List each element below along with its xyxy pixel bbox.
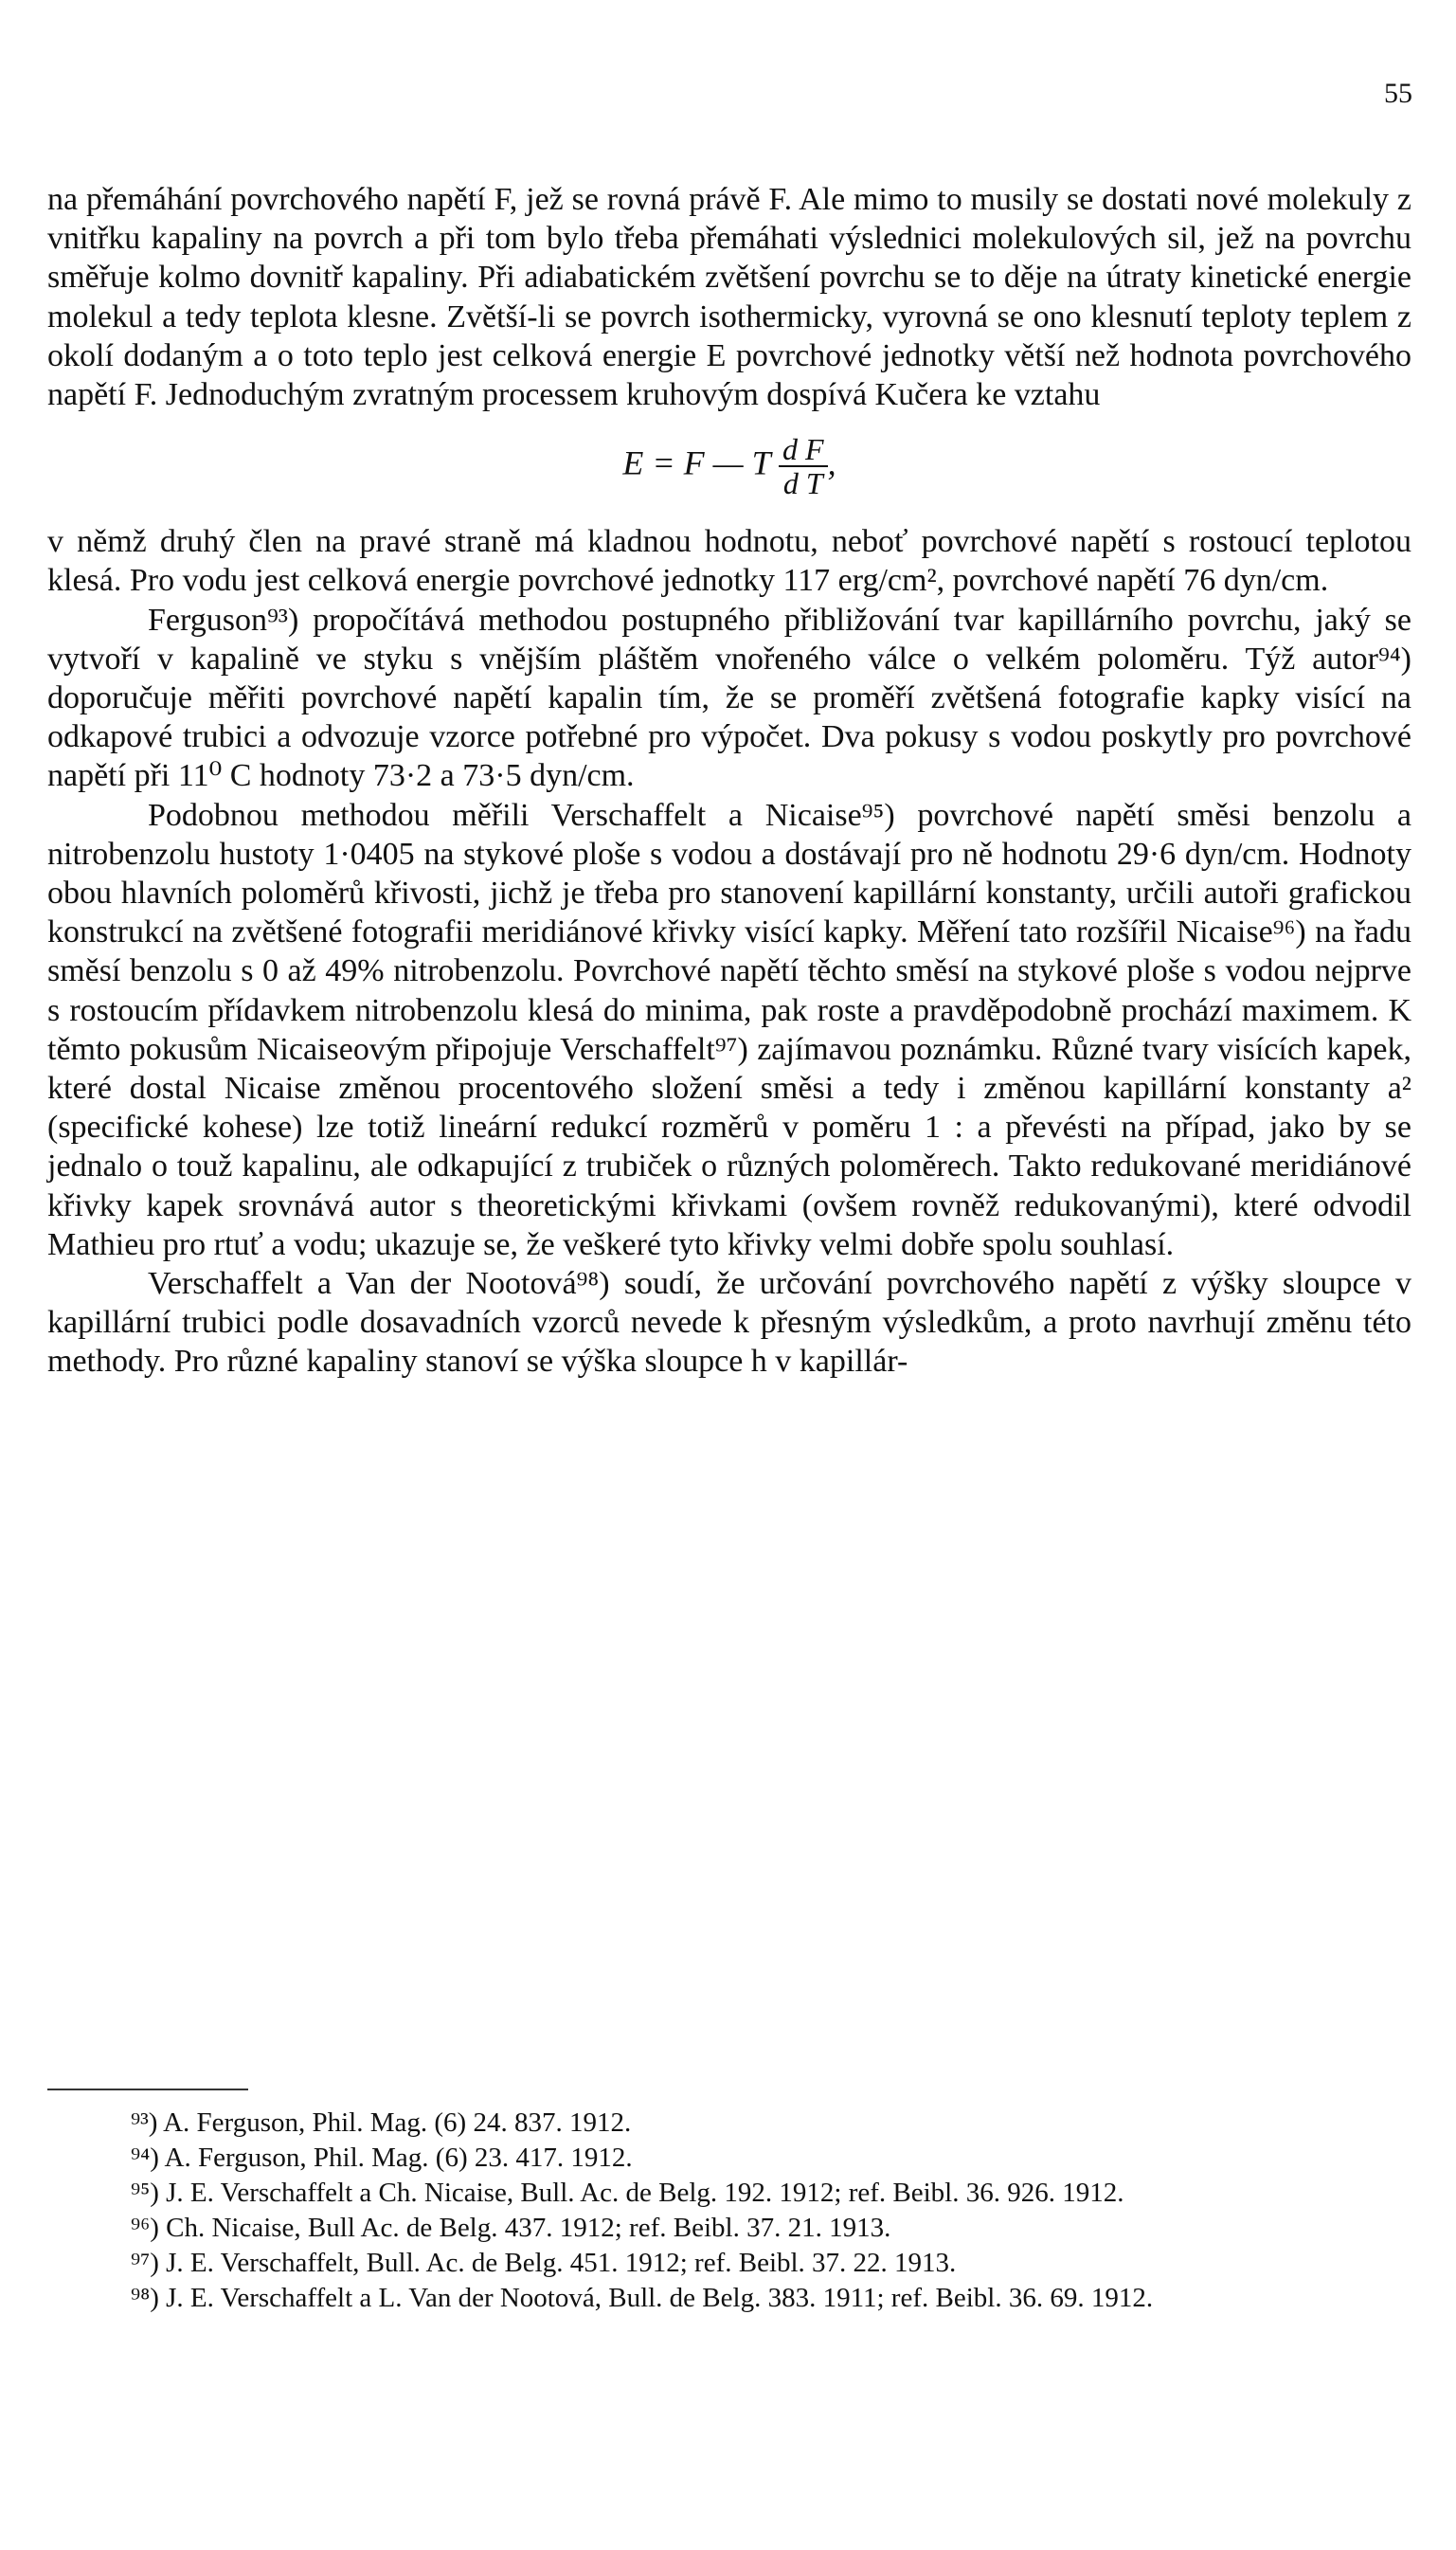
footnote-93: ⁹³) A. Ferguson, Phil. Mag. (6) 24. 837. 1912.	[131, 2107, 632, 2138]
formula-denominator: d T	[782, 466, 823, 501]
paragraph-3: Ferguson⁹³) propočítává methodou postupného přibližování tvar kapillárního povrchu, jaký se vytvoří v kapalině ve styku s vnějším pláštěm vnořeného válce o velkém poloměru. Týž autor⁹⁴) doporučuje měřiti povrchové napětí kapalin tím, že se proměří zvětšená fotografie kapky visící na odkapové trubici a odvozuje vzorce potřebné pro výpočet. Dva pokusy s vodou poskytly pro povrchové napětí při 11⁰ C hodnoty 73·2 a 73·5 dyn/cm.	[47, 602, 1411, 794]
page-number: 55	[1384, 78, 1412, 109]
footnote-98: ⁹⁸) J. E. Verschaffelt a L. Van der Nootová, Bull. de Belg. 383. 1911; ref. Beibl. 36. 69. 1912.	[131, 2283, 1154, 2313]
paragraph-1: na přemáhání povrchového napětí F, jež se rovná právě F. Ale mimo to musily se dostati nové molekuly z vnitřku kapaliny na povrch a při tom bylo třeba přemáhati výslednici molekulových sil, jež na povrchu směřuje kolmo dovnitř kapaliny. Při adiabatickém zvětšení povrchu se to děje na útraty kinetické energie molekul a tedy teplota klesne. Zvětší-li se povrch isothermicky, vyrovná se ono klesnutí teploty teplem z okolí dodaným a o toto teplo jest celková energie E povrchové jednotky větší než hodnota povrchového napětí F. Jednoduchým zvratným processem kruhovým dospívá Kučera ke vztahu	[47, 182, 1411, 413]
footnote-96: ⁹⁶) Ch. Nicaise, Bull Ac. de Belg. 437. 1912; ref. Beibl. 37. 21. 1913.	[131, 2213, 891, 2243]
paragraph-5: Verschaffelt a Van der Nootová⁹⁸) soudí, že určování povrchového napětí z výšky sloupce v kapillární trubici podle dosavadních vzorců nevede k přesným výsledkům, a proto navrhují změnu této methody. Pro různé kapaliny stanoví se výška sloupce h v kapillár-	[47, 1266, 1411, 1380]
formula-tail: ,	[827, 443, 836, 482]
formula	[47, 433, 1411, 499]
paragraph-4: Podobnou methodou měřili Verschaffelt a Nicaise⁹⁵) povrchové napětí směsi benzolu a nitrobenzolu hustoty 1·0405 na stykové ploše s vodou a dostávají pro ně hodnotu 29·6 dyn/cm. Hodnoty obou hlavních poloměrů křivosti, jichž je třeba pro stanovení kapillární konstanty, určili autoři grafickou konstrukcí na zvětšené fotografii meridiánové křivky visící kapky. Měření tato rozšířil Nicaise⁹⁶) na řadu směsí benzolu s 0 až 49% nitrobenzolu. Povrchové napětí těchto směsí na stykové ploše s vodou nejprve s rostoucím přídavkem nitrobenzolu klesá do minima, pak roste a pravděpodobně prochází maximem. K těmto pokusům Nicaiseovým připojuje Verschaffelt⁹⁷) zajímavou poznámku. Různé tvary visících kapek, které dostal Nicaise změnou procentového složení směsi a tedy i změnou kapillární konstanty a² (specifické kohese) lze totiž lineární redukcí rozměrů v poměru 1 : a převésti na případ, jako by se jednalo o touž kapalinu, ale odkapující z trubiček o různých poloměrech. Takto redukované meridiánové křivky kapek srovnává autor s theoretickými křivkami (ovšem rovněž redukovanými), které odvodil Mathieu pro rtuť a vodu; ukazuje se, že veškeré tyto křivky velmi dobře spolu souhlasí.	[47, 797, 1411, 1262]
footnote-94: ⁹⁴) A. Ferguson, Phil. Mag. (6) 23. 417. 1912.	[131, 2143, 633, 2173]
footnotes	[47, 2106, 1411, 2316]
formula-fraction	[779, 433, 828, 499]
formula-lhs: E = F — T	[622, 443, 771, 482]
paragraph-2: v němž druhý člen na pravé straně má kladnou hodnotu, neboť povrchové napětí s rostoucí teplotou klesá. Pro vodu jest celková energie povrchové jednotky 117 erg/cm², povrchové napětí 76 dyn/cm.	[47, 524, 1411, 599]
footnote-divider	[47, 2089, 248, 2090]
body-text	[47, 180, 1411, 1382]
formula-numerator: d F	[779, 433, 828, 467]
footnote-95: ⁹⁵) J. E. Verschaffelt a Ch. Nicaise, Bull. Ac. de Belg. 192. 1912; ref. Beibl. 36. 926. 1912.	[131, 2178, 1124, 2208]
footnote-97: ⁹⁷) J. E. Verschaffelt, Bull. Ac. de Belg. 451. 1912; ref. Beibl. 37. 22. 1913.	[131, 2248, 957, 2278]
